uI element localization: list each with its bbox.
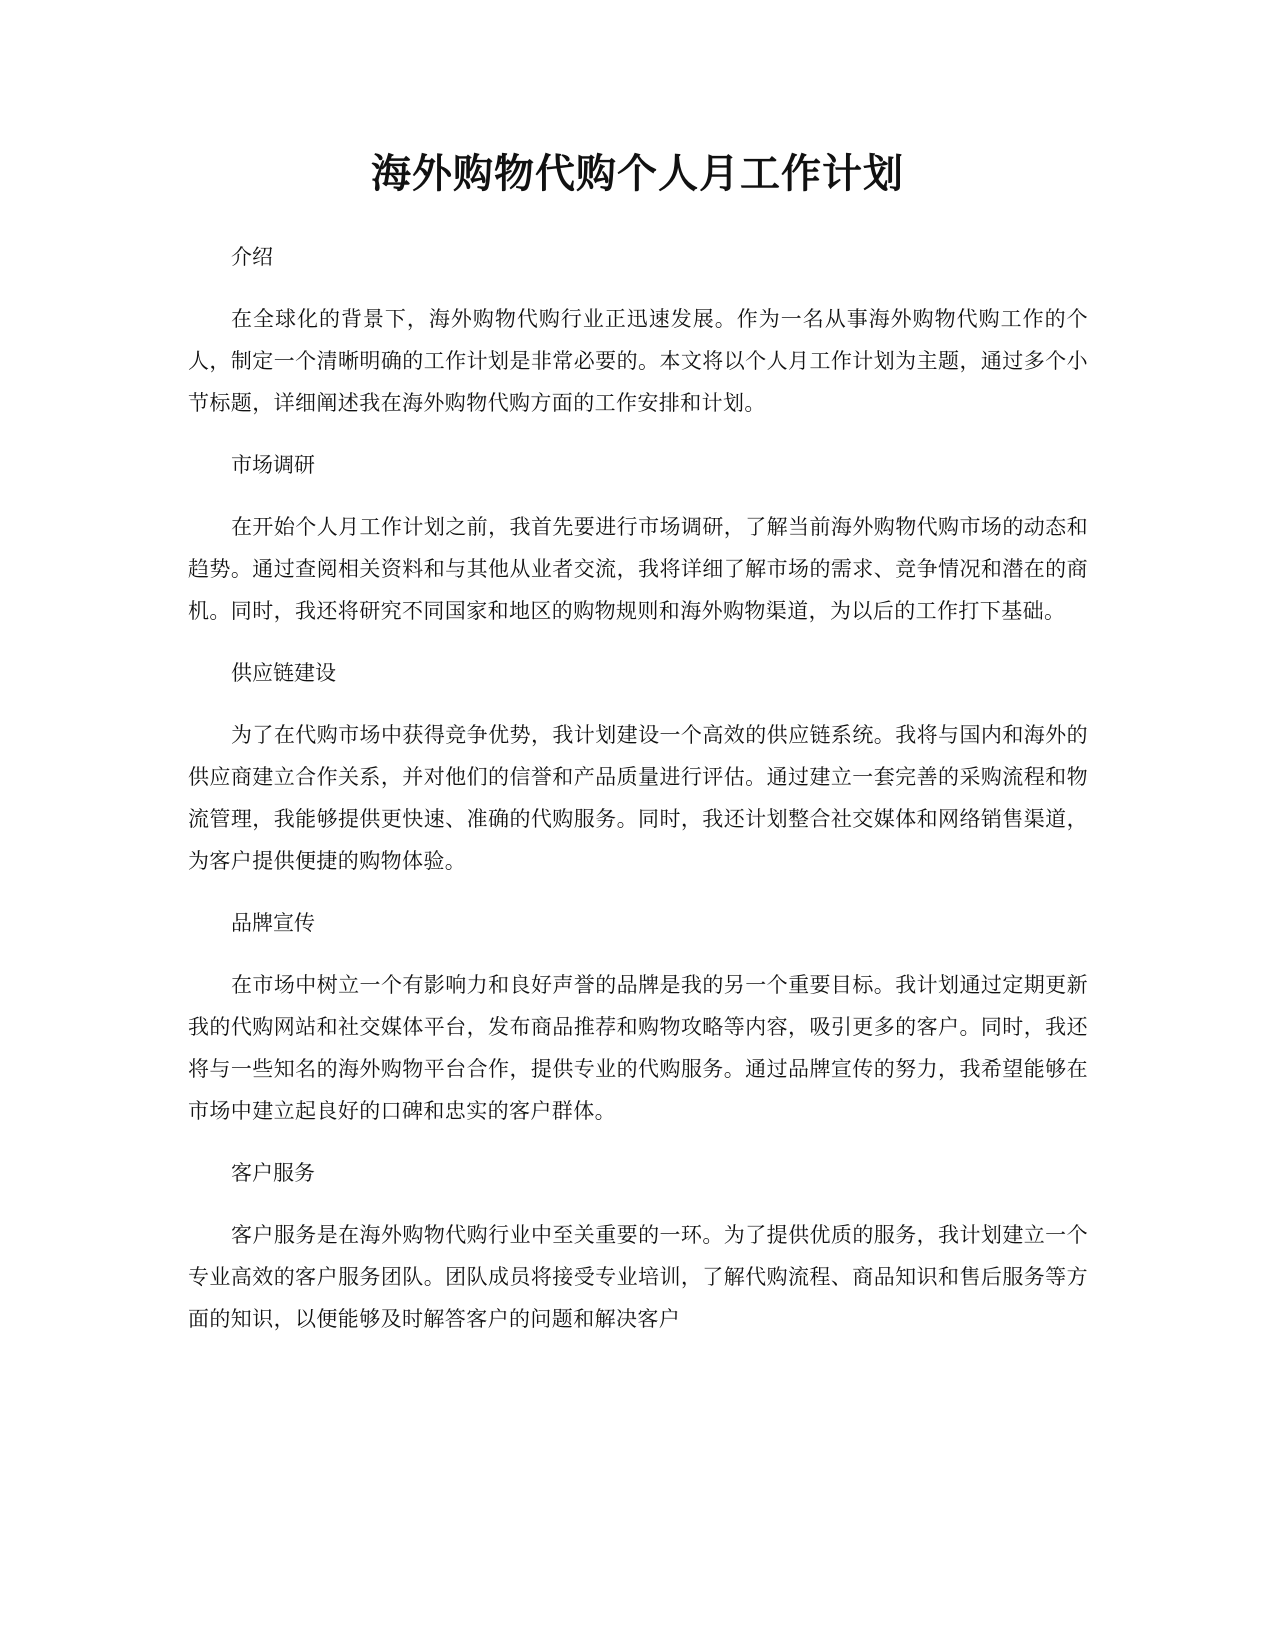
document-title: 海外购物代购个人月工作计划 (371, 151, 904, 197)
section-paragraph-intro: 在全球化的背景下，海外购物代购行业正迅速发展。作为一名从事海外购物代购工作的个人，制定一个清晰明确的工作计划是非常必要的。本文将以个人月工作计划为主题，通过多个小节标题，详细阐述我在海外购物代购方面的工作安排和计划。 (188, 307, 1088, 415)
section-paragraph-brand-promotion: 在市场中树立一个有影响力和良好声誉的品牌是我的另一个重要目标。我计划通过定期更新我的代购网站和社交媒体平台，发布商品推荐和购物攻略等内容，吸引更多的客户。同时，我还将与一些知名的海外购物平台合作，提供专业的代购服务。通过品牌宣传的努力，我希望能够在市场中建立起良好的口碑和忠实的客户群体。 (188, 973, 1088, 1123)
section-heading-supply-chain: 供应链建设 (231, 661, 336, 685)
section-heading-customer-service: 客户服务 (231, 1161, 315, 1185)
section-heading-intro: 介绍 (231, 245, 273, 269)
section-heading-market-research: 市场调研 (231, 453, 315, 477)
document-body (188, 236, 1088, 1360)
section-paragraph-customer-service: 客户服务是在海外购物代购行业中至关重要的一环。为了提供优质的服务，我计划建立一个专业高效的客户服务团队。团队成员将接受专业培训，了解代购流程、商品知识和售后服务等方面的知识，以便能够及时解答客户的问题和解决客户 (188, 1223, 1088, 1331)
section-paragraph-market-research: 在开始个人月工作计划之前，我首先要进行市场调研，了解当前海外购物代购市场的动态和趋势。通过查阅相关资料和与其他从业者交流，我将详细了解市场的需求、竞争情况和潜在的商机。同时，我还将研究不同国家和地区的购物规则和海外购物渠道，为以后的工作打下基础。 (188, 515, 1088, 623)
section-heading-brand-promotion: 品牌宣传 (231, 911, 315, 935)
section-paragraph-supply-chain: 为了在代购市场中获得竞争优势，我计划建设一个高效的供应链系统。我将与国内和海外的供应商建立合作关系，并对他们的信誉和产品质量进行评估。通过建立一套完善的采购流程和物流管理，我能够提供更快速、准确的代购服务。同时，我还计划整合社交媒体和网络销售渠道，为客户提供便捷的购物体验。 (188, 723, 1088, 873)
